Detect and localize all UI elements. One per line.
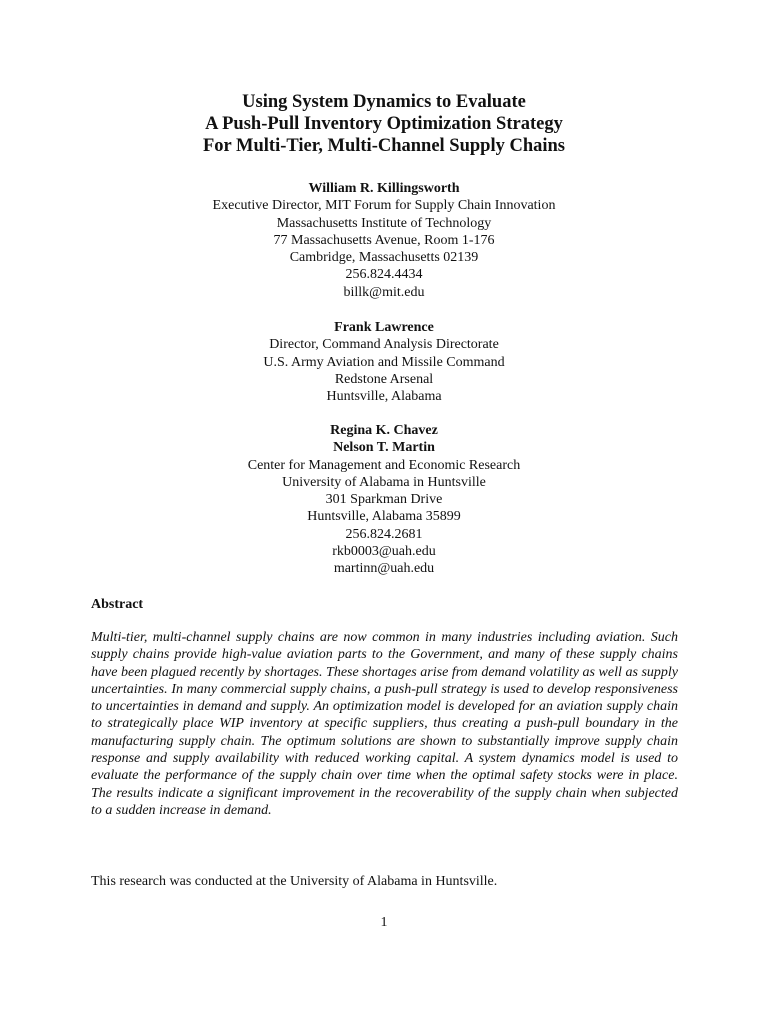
- phone-number: 256.824.4434: [345, 267, 423, 283]
- author-name: Nelson T. Martin: [333, 440, 435, 456]
- abstract-body: Multi-tier, multi-channel supply chains are now common in many industries including aviation. Such supply chains provide high-value aviation parts to the Government, and many of these supply chains have been plagued recently by shortages. These shortages arise from demand volatility as well as supply uncertainties. In many commercial supply chains, a push-pull strategy is used to develop responsiveness to uncertainties in demand and supply. An optimization model is developed for an aviation supply chain to strategically place WIP inventory at specific suppliers, thus creating a push-pull boundary in the manufacturing supply chain. The optimum solutions are shown to substantially improve supply chain response and supply availability with reduced working capital. A system dynamics model is used to evaluate the performance of the supply chain over time when the optimal safety stocks were in place. The results indicate a significant improvement in the recoverability of the supply chain when subjected to a sudden increase in demand.: [91, 630, 678, 818]
- email-address: martinn@uah.edu: [333, 561, 435, 577]
- abstract-heading: Abstract: [91, 597, 144, 612]
- author-name: William R. Killingsworth: [308, 181, 460, 196]
- phone-number: 256.824.2681: [345, 526, 423, 542]
- address-line: Huntsville, Alabama: [326, 389, 442, 405]
- title-line: A Push-Pull Inventory Optimization Strategy: [205, 114, 563, 134]
- affiliation-line: Director, Command Analysis Directorate: [269, 337, 499, 353]
- email-address: rkb0003@uah.edu: [332, 544, 436, 560]
- affiliation-line: Executive Director, MIT Forum for Supply Chain Innovation: [212, 198, 556, 214]
- page-number: 1: [380, 915, 388, 930]
- affiliation-line: U.S. Army Aviation and Missile Command: [263, 354, 505, 370]
- title-line: For Multi-Tier, Multi-Channel Supply Chains: [202, 136, 566, 156]
- title-line: Using System Dynamics to Evaluate: [242, 92, 526, 112]
- address-line: 77 Massachusetts Avenue, Room 1-176: [273, 232, 495, 248]
- affiliation-line: Redstone Arsenal: [334, 371, 434, 387]
- author-block-killingsworth: [0, 180, 768, 301]
- address-line: 301 Sparkman Drive: [325, 492, 443, 508]
- affiliation-line: Massachusetts Institute of Technology: [276, 215, 492, 231]
- author-name: Regina K. Chavez: [330, 423, 438, 438]
- author-name: Frank Lawrence: [334, 320, 434, 335]
- research-note: This research was conducted at the University of Alabama in Huntsville.: [91, 874, 498, 889]
- paper-title: [0, 91, 768, 157]
- address-line: Cambridge, Massachusetts 02139: [289, 250, 479, 266]
- affiliation-line: Center for Management and Economic Research: [247, 457, 521, 473]
- author-block-lawrence: [0, 319, 768, 405]
- email-address: billk@mit.edu: [343, 284, 425, 300]
- affiliation-line: University of Alabama in Huntsville: [282, 474, 486, 490]
- address-line: Huntsville, Alabama 35899: [307, 509, 461, 525]
- author-block-chavez-martin: [0, 422, 768, 578]
